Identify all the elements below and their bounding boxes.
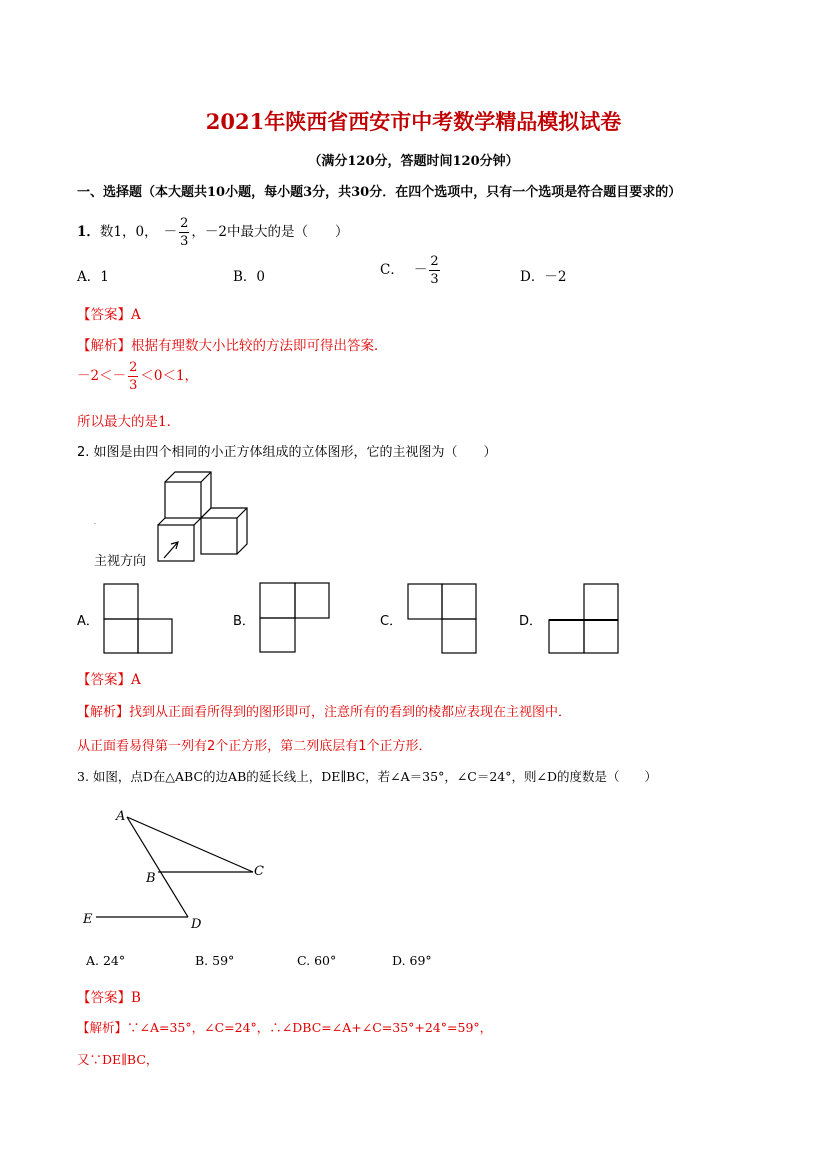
q1-stem: 1．数1，0， － $\frac{2}{3}$ ，－2中最大的是（ ） bbox=[77, 216, 349, 249]
q3-triangle-figure bbox=[78, 805, 278, 935]
label-e: E bbox=[83, 912, 93, 927]
section-heading: 一、选择题（本大题共10小题，每小题3分，共30分．在四个选项中，只有一个选项是符合题目要求的） bbox=[77, 185, 682, 200]
page-title: 2021年陕西省西安市中考数学精品模拟试卷 bbox=[205, 109, 622, 134]
q1-option-b: B．0 bbox=[233, 269, 266, 285]
q3-analysis: 【解析】∵∠A=35°，∠C=24°，∴∠DBC=∠A+∠C=35°+24°=59°， bbox=[77, 1020, 493, 1035]
q2-option-d-label: D． bbox=[519, 614, 543, 629]
q2-option-c-figure bbox=[406, 583, 478, 655]
q1-option-c: C． － $\frac{2}{3}$ bbox=[380, 254, 439, 287]
label-b: B bbox=[146, 871, 156, 886]
q1-answer: 【答案】A bbox=[77, 307, 141, 323]
q1-option-a: A．1 bbox=[77, 269, 109, 285]
q3-option-b: B. 59° bbox=[195, 953, 235, 968]
q3-answer: 【答案】B bbox=[77, 990, 141, 1006]
q2-answer: 【答案】A bbox=[77, 672, 141, 688]
q3-stem: 3. 如图，点D在△ABC的边AB的延长线上，DE∥BC，若∠A＝35°，∠C＝24°，则∠D的度数是（ ） bbox=[77, 769, 658, 784]
page-subtitle: （满分120分，答题时间120分钟） bbox=[308, 154, 519, 169]
q2-explanation: 从正面看易得第一列有2个正方形，第二列底层有1个正方形． bbox=[77, 739, 432, 754]
q2-option-c-label: C． bbox=[380, 614, 403, 629]
q3-option-a: A. 24° bbox=[86, 953, 126, 968]
q1-number: 1． bbox=[77, 224, 100, 240]
q1-option-d: D．－2 bbox=[520, 269, 567, 285]
label-d: D bbox=[191, 917, 202, 932]
q3-option-c: C. 60° bbox=[297, 953, 337, 968]
q2-analysis: 【解析】找到从正面看所得到的图形即可，注意所有的看到的棱都应表现在主视图中． bbox=[77, 705, 572, 720]
q3-option-d: D. 69° bbox=[392, 953, 432, 968]
q1-inequality: －2＜－ $\frac{2}{3}$ ＜0＜1， bbox=[77, 360, 199, 393]
q2-option-a-label: A． bbox=[77, 614, 99, 629]
q3-continuation: 又∵DE∥BC， bbox=[77, 1052, 159, 1067]
q2-cube-figure bbox=[88, 468, 258, 573]
svg-text:.: . bbox=[94, 519, 96, 526]
view-direction-label: 主视方向 bbox=[94, 554, 147, 569]
q2-option-b-label: B． bbox=[233, 614, 255, 629]
label-a: A bbox=[116, 809, 126, 824]
q2-stem: 2. 如图是由四个相同的小正方体组成的立体图形，它的主视图为（ ） bbox=[77, 445, 497, 460]
q2-option-b-figure bbox=[259, 582, 331, 654]
q1-fraction: $\frac{2}{3}$ bbox=[180, 216, 189, 249]
label-c: C bbox=[254, 864, 264, 879]
q2-option-a-figure bbox=[103, 583, 175, 655]
q1-analysis: 【解析】根据有理数大小比较的方法即可得出答案． bbox=[77, 338, 388, 354]
q2-option-d-figure bbox=[547, 583, 621, 655]
q1-conclusion: 所以最大的是1． bbox=[77, 414, 181, 430]
